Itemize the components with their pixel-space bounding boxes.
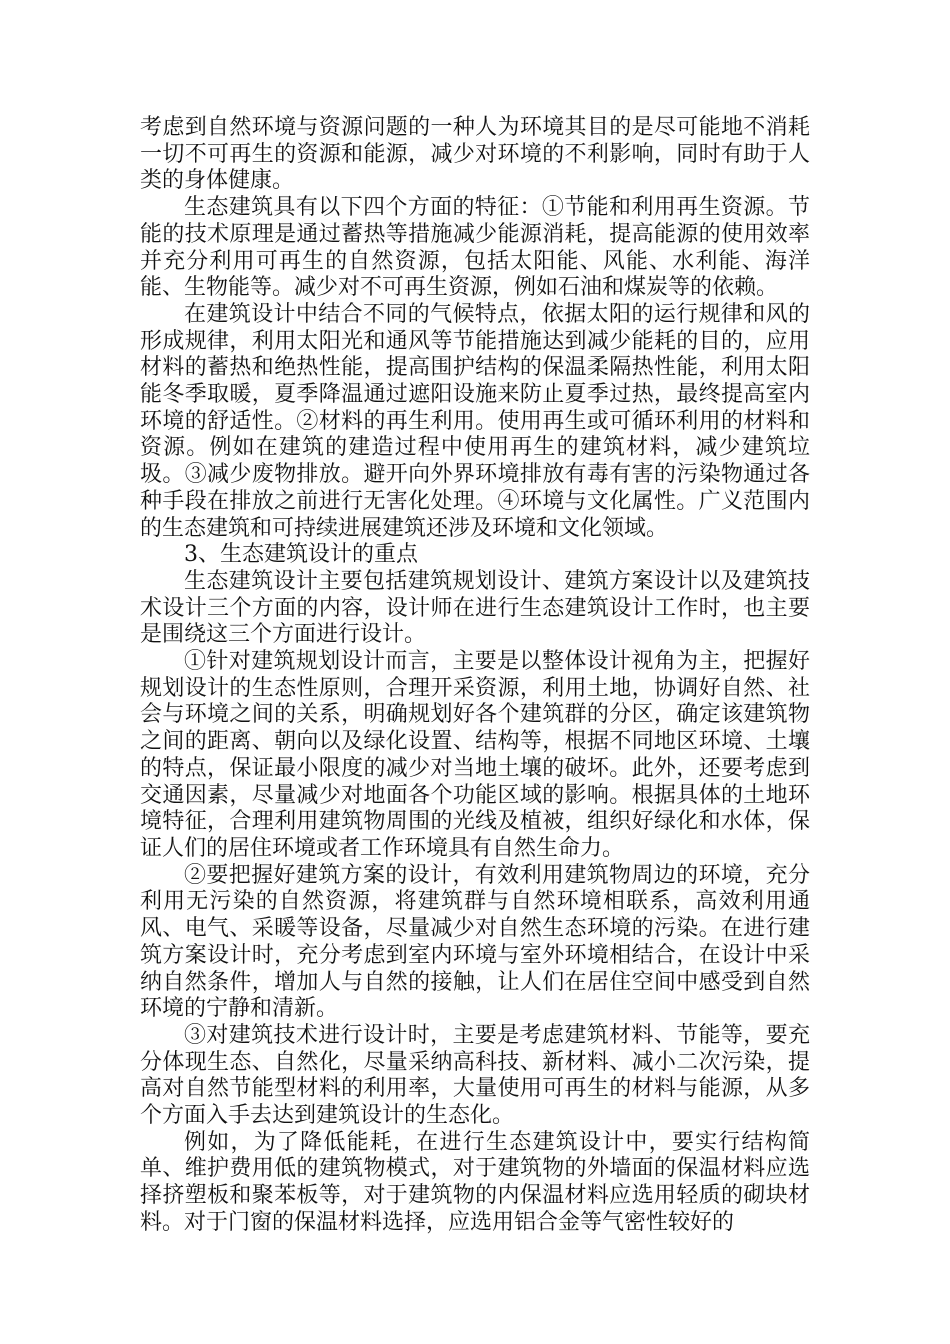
paragraph-example: 例如，为了降低能耗，在进行生态建筑设计中，要实行结构简单、维护费用低的建筑物模式，对于建筑物的外墙面的保温材料应选择挤塑板和聚苯板等，对于建筑物的内保温材料应选用轻质的砌块材料。对于门窗的保温材料选择，应选用铝合金等气密性较好的 — [140, 1129, 810, 1235]
section-heading: 3、生态建筑设计的重点 — [184, 542, 418, 568]
paragraph-technical-design: ③对建筑技术进行设计时，主要是考虑建筑材料、节能等，要充分体现生态、自然化，尽量采纳高科技、新材料、减小二次污染，提高对自然节能型材料的利用率，大量使用可再生的材料与能源，从多个方面入手去达到建筑设计的生态化。 — [140, 1022, 810, 1129]
paragraph-design-overview: 生态建筑设计主要包括建筑规划设计、建筑方案设计以及建筑技术设计三个方面的内容，设计师在进行生态建筑设计工作时，也主要是围绕这三个方面进行设计。 — [140, 568, 810, 648]
paragraph-planning-design: ①针对建筑规划设计而言，主要是以整体设计视角为主，把握好规划设计的生态性原则，合理开采资源，利用土地，协调好自然、社会与环境之间的关系，明确规划好各个建筑群的分区，确定该建筑物之间的距离、朝向以及绿化设置、结构等，根据不同地区环境、土壤的特点，保证最小限度的减少对当地土壤的破坏。此外，还要考虑到交通因素，尽量减少对地面各个功能区域的影响。根据具体的土地环境特征，合理利用建筑物周围的光线及植被，组织好绿化和水体，保证人们的居住环境或者工作环境具有自然生命力。 — [140, 649, 810, 861]
document-body — [140, 115, 810, 1237]
paragraph-continuation: 考虑到自然环境与资源问题的一种人为环境其目的是尽可能地不消耗一切不可再生的资源和能源，减少对环境的不利影响，同时有助于人类的身体健康。 — [140, 115, 810, 194]
paragraph-scheme-design: ②要把握好建筑方案的设计，有效利用建筑物周边的环境，充分利用无污染的自然资源，将建筑群与自然环境相联系，高效利用通风、电气、采暖等设备，尽量减少对自然生态环境的污染。在进行建筑方案设计时，充分考虑到室内环境与室外环境相结合，在设计中采纳自然条件，增加人与自然的接触，让人们在居住空间中感受到自然环境的宁静和清新。 — [140, 862, 810, 1022]
paragraph-features: 生态建筑具有以下四个方面的特征：①节能和利用再生资源。节能的技术原理是通过蓄热等措施减少能源消耗，提高能源的使用效率并充分利用可再生的自然资源，包括太阳能、风能、水利能、海洋能、生物能等。减少对不可再生资源，例如石油和煤炭等的依赖。 — [140, 195, 810, 301]
paragraph-climate-design: 在建筑设计中结合不同的气候特点，依据太阳的运行规律和风的形成规律，利用太阳光和通风等节能措施达到减少能耗的目的，应用材料的蓄热和绝热性能，提高围护结构的保温柔隔热性能，利用太阳能冬季取暖，夏季降温通过遮阳设施来防止夏季过热，最终提高室内环境的舒适性。②材料的再生利用。使用再生或可循环利用的材料和资源。例如在建筑的建造过程中使用再生的建筑材料，减少建筑垃圾。③减少废物排放。避开向外界环境排放有毒有害的污染物通过各种手段在排放之前进行无害化处理。④环境与文化属性。广义范围内的生态建筑和可持续进展建筑还涉及环境和文化领域。 — [140, 301, 810, 541]
